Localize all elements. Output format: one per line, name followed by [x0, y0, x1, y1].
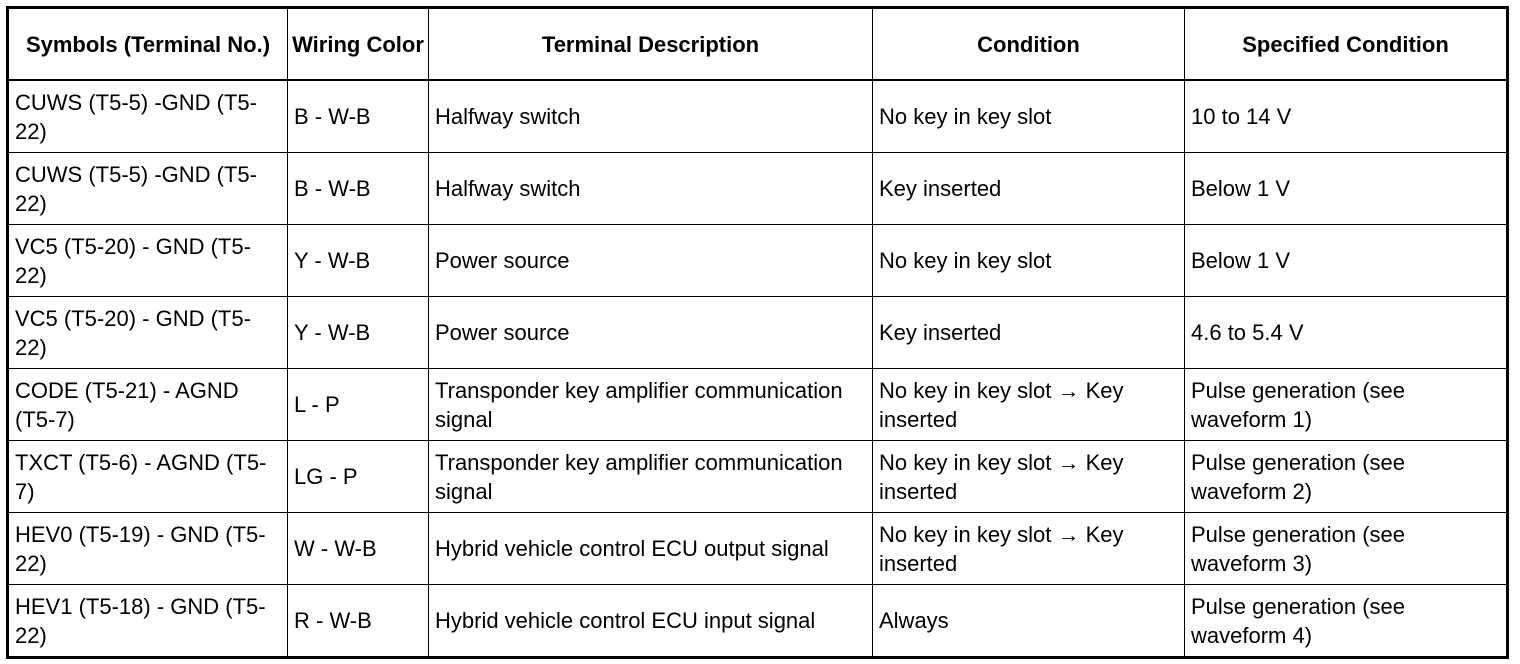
cell-symbol: HEV1 (T5-18) - GND (T5-22): [8, 585, 288, 658]
header-symbols: Symbols (Terminal No.): [8, 8, 288, 81]
cell-condition: No key in key slot: [873, 225, 1185, 297]
cell-description: Power source: [429, 225, 873, 297]
cell-condition: Always: [873, 585, 1185, 658]
header-specified-condition: Specified Condition: [1185, 8, 1508, 81]
cell-specified-condition: 10 to 14 V: [1185, 80, 1508, 153]
header-wiring-color: Wiring Color: [288, 8, 429, 81]
cell-wiring-color: W - W-B: [288, 513, 429, 585]
cell-symbol: VC5 (T5-20) - GND (T5-22): [8, 225, 288, 297]
cell-condition: Key inserted: [873, 297, 1185, 369]
table-row: [8, 369, 1508, 441]
cell-wiring-color: B - W-B: [288, 80, 429, 153]
cell-condition: No key in key slot → Key inserted: [873, 513, 1185, 585]
cell-description: Hybrid vehicle control ECU output signal: [429, 513, 873, 585]
cell-wiring-color: Y - W-B: [288, 297, 429, 369]
cell-description: Transponder key amplifier communication signal: [429, 441, 873, 513]
cell-wiring-color: L - P: [288, 369, 429, 441]
cell-wiring-color: LG - P: [288, 441, 429, 513]
cell-description: Transponder key amplifier communication signal: [429, 369, 873, 441]
cell-specified-condition: Pulse generation (see waveform 3): [1185, 513, 1508, 585]
header-terminal-description: Terminal Description: [429, 8, 873, 81]
cell-wiring-color: Y - W-B: [288, 225, 429, 297]
table-row: [8, 441, 1508, 513]
cell-specified-condition: Pulse generation (see waveform 4): [1185, 585, 1508, 658]
cell-symbol: CODE (T5-21) - AGND (T5-7): [8, 369, 288, 441]
table-row: [8, 80, 1508, 153]
cell-specified-condition: Below 1 V: [1185, 153, 1508, 225]
table-row: [8, 297, 1508, 369]
cell-symbol: CUWS (T5-5) -GND (T5-22): [8, 80, 288, 153]
cell-condition: Key inserted: [873, 153, 1185, 225]
table-row: [8, 513, 1508, 585]
cell-specified-condition: Below 1 V: [1185, 225, 1508, 297]
cell-description: Hybrid vehicle control ECU input signal: [429, 585, 873, 658]
cell-description: Halfway switch: [429, 153, 873, 225]
cell-symbol: HEV0 (T5-19) - GND (T5-22): [8, 513, 288, 585]
header-condition: Condition: [873, 8, 1185, 81]
terminal-spec-table: [6, 6, 1509, 659]
cell-symbol: VC5 (T5-20) - GND (T5-22): [8, 297, 288, 369]
cell-condition: No key in key slot → Key inserted: [873, 441, 1185, 513]
cell-condition: No key in key slot: [873, 80, 1185, 153]
cell-condition: No key in key slot → Key inserted: [873, 369, 1185, 441]
header-row: [8, 8, 1508, 81]
cell-specified-condition: 4.6 to 5.4 V: [1185, 297, 1508, 369]
cell-wiring-color: R - W-B: [288, 585, 429, 658]
table-header: [8, 8, 1508, 81]
table-body: [8, 80, 1508, 658]
cell-specified-condition: Pulse generation (see waveform 2): [1185, 441, 1508, 513]
cell-symbol: TXCT (T5-6) - AGND (T5-7): [8, 441, 288, 513]
cell-description: Halfway switch: [429, 80, 873, 153]
cell-description: Power source: [429, 297, 873, 369]
cell-wiring-color: B - W-B: [288, 153, 429, 225]
cell-symbol: CUWS (T5-5) -GND (T5-22): [8, 153, 288, 225]
cell-specified-condition: Pulse generation (see waveform 1): [1185, 369, 1508, 441]
table-row: [8, 153, 1508, 225]
table-row: [8, 225, 1508, 297]
table-row: [8, 585, 1508, 658]
